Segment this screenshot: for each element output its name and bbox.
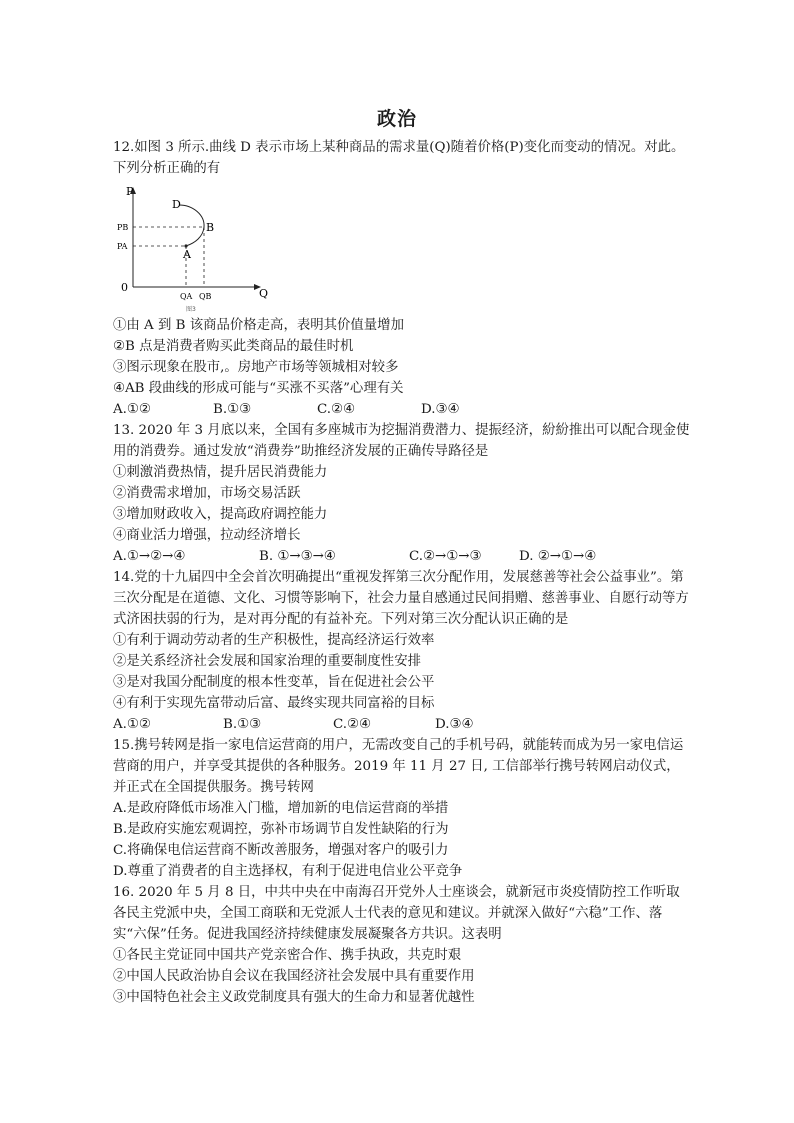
- origin-label: 0: [121, 281, 128, 294]
- question-15: [113, 735, 691, 882]
- statement-item: ①有利于调动劳动者的生产积极性，提高经济运行效率: [113, 633, 435, 648]
- axis-x-label: Q: [259, 287, 269, 300]
- point-b-label: B: [206, 221, 215, 234]
- option-d: D.③④: [435, 717, 474, 732]
- question-stem: 12.如图 3 所示.曲线 D 表示市场上某种商品的需求量(Q)随着价格(P)变化而变动的情况。对此。下列分析正确的有: [113, 140, 685, 176]
- answer-options: [113, 546, 691, 567]
- option-a: A.①→②→④: [113, 549, 186, 564]
- pa-label: PA: [117, 242, 128, 251]
- axis-y-label: P: [126, 185, 134, 198]
- option-b: B. ①→③→④: [259, 549, 336, 564]
- pb-label: PB: [117, 223, 129, 232]
- question-14: [113, 567, 691, 735]
- statement-item: ③中国特色社会主义政党制度具有强大的生命力和显著优越性: [113, 990, 475, 1005]
- page-title: 政治: [376, 108, 417, 130]
- question-12: [113, 137, 691, 420]
- option-c: C.②④: [317, 402, 356, 417]
- option-c: C.②④: [333, 717, 372, 732]
- choice-b: B.是政府实施宏观调控，弥补市场调节自发性缺陷的行为: [113, 822, 449, 837]
- question-stem: 16. 2020 年 5 月 8 日，中共中央在中南海召开党外人士座谈会，就新冠市炎疫情防控工作听取各民主党派中央，全国工商联和无党派人士代表的意见和建议。并就深入做好“六稳”工作、落实“六保”任务。促进我国经济持续健康发展凝聚各方共识。这表明: [113, 885, 680, 942]
- statement-item: ③图示现象在股市,。房地产市场等领城相对较多: [113, 360, 399, 375]
- question-stem: 14.党的十九届四中全会首次明确提出“重视发挥第三次分配作用，发展慈善等社会公益事业”。第三次分配是在道德、文化、习惯等影响下，社会力量自感通过民间捐赠、慈善事业、自愿行动等方式济困扶弱的行为，是对再分配的有益补充。下列对第三次分配认识正确的是: [113, 570, 689, 627]
- choice-a: A.是政府降低市场准入门槛，增加新的电信运营商的举措: [113, 801, 449, 816]
- statement-item: ③是对我国分配制度的根本性变革，旨在促进社会公平: [113, 675, 435, 690]
- question-13: [113, 420, 691, 567]
- statement-item: ④商业活力增强，拉动经济增长: [113, 528, 301, 543]
- option-d: D.③④: [421, 402, 460, 417]
- qa-label: QA: [180, 292, 193, 301]
- option-b: B.①③: [223, 717, 262, 732]
- curve-d-label: D: [172, 198, 181, 211]
- statement-item: ②中国人民政治协自会议在我国经济社会发展中具有重要作用: [113, 969, 475, 984]
- demand-curve-figure: [113, 183, 691, 313]
- option-b: B.①③: [213, 402, 252, 417]
- statement-item: ③增加财政收入，提高政府调控能力: [113, 507, 328, 522]
- statement-item: ④有利于实现先富带动后富、最终实现共同富裕的目标: [113, 696, 435, 711]
- statement-item: ④AB 段曲线的形成可能与“买涨不买落”心理有关: [113, 381, 404, 396]
- answer-options: [113, 399, 691, 420]
- point-a-label: A: [183, 248, 191, 261]
- curve-d: [179, 205, 204, 246]
- question-16: [113, 882, 691, 1008]
- statement-item: ①各民主党证同中国共产党亲密合作、携手执政，共克时艰: [113, 948, 462, 963]
- option-d: D. ②→①→④: [519, 549, 597, 564]
- statement-item: ②消费需求增加，市场交易活跃: [113, 486, 301, 501]
- option-c: C.②→①→③: [409, 549, 482, 564]
- figure-caption: 图3: [186, 306, 196, 313]
- question-stem: 15.携号转网是指一家电信运营商的用户，无需改变自己的手机号码，就能转而成为另一家电信运营商的用户，并享受其提供的各种服务。2019 年 11 月 27 日, 工信部举行携号转网启动仪式，并正式在全国提供服务。携号转网: [113, 738, 684, 795]
- statement-item: ①刺激消费热情，提升居民消费能力: [113, 465, 328, 480]
- statement-item: ①由 A 到 B 该商品价格走高，表明其价值量增加: [113, 318, 404, 333]
- question-stem: 13. 2020 年 3 月底以来，全国有多座城市为挖掘消费潜力、提振经济，紛紛推出可以配合现金使用的消费券。通过发放“消费券”助推经济发展的正确传导路径是: [113, 423, 690, 459]
- option-a: A.①②: [113, 402, 151, 417]
- statement-item: ②B 点是消费者购买此类商品的最佳时机: [113, 339, 354, 354]
- question-list: [113, 137, 691, 1008]
- choice-c: C.将确保电信运营商不断改善服务，增强对客户的吸引力: [113, 843, 449, 858]
- qb-label: QB: [199, 292, 212, 301]
- statement-item: ②是关系经济社会发展和国家治理的重要制度性安排: [113, 654, 421, 669]
- answer-options: [113, 714, 691, 735]
- demand-curve-chart: [119, 183, 269, 313]
- choice-d: D.尊重了消费者的自主选择权，有利于促进电信业公平竞争: [113, 864, 463, 879]
- option-a: A.①②: [113, 717, 151, 732]
